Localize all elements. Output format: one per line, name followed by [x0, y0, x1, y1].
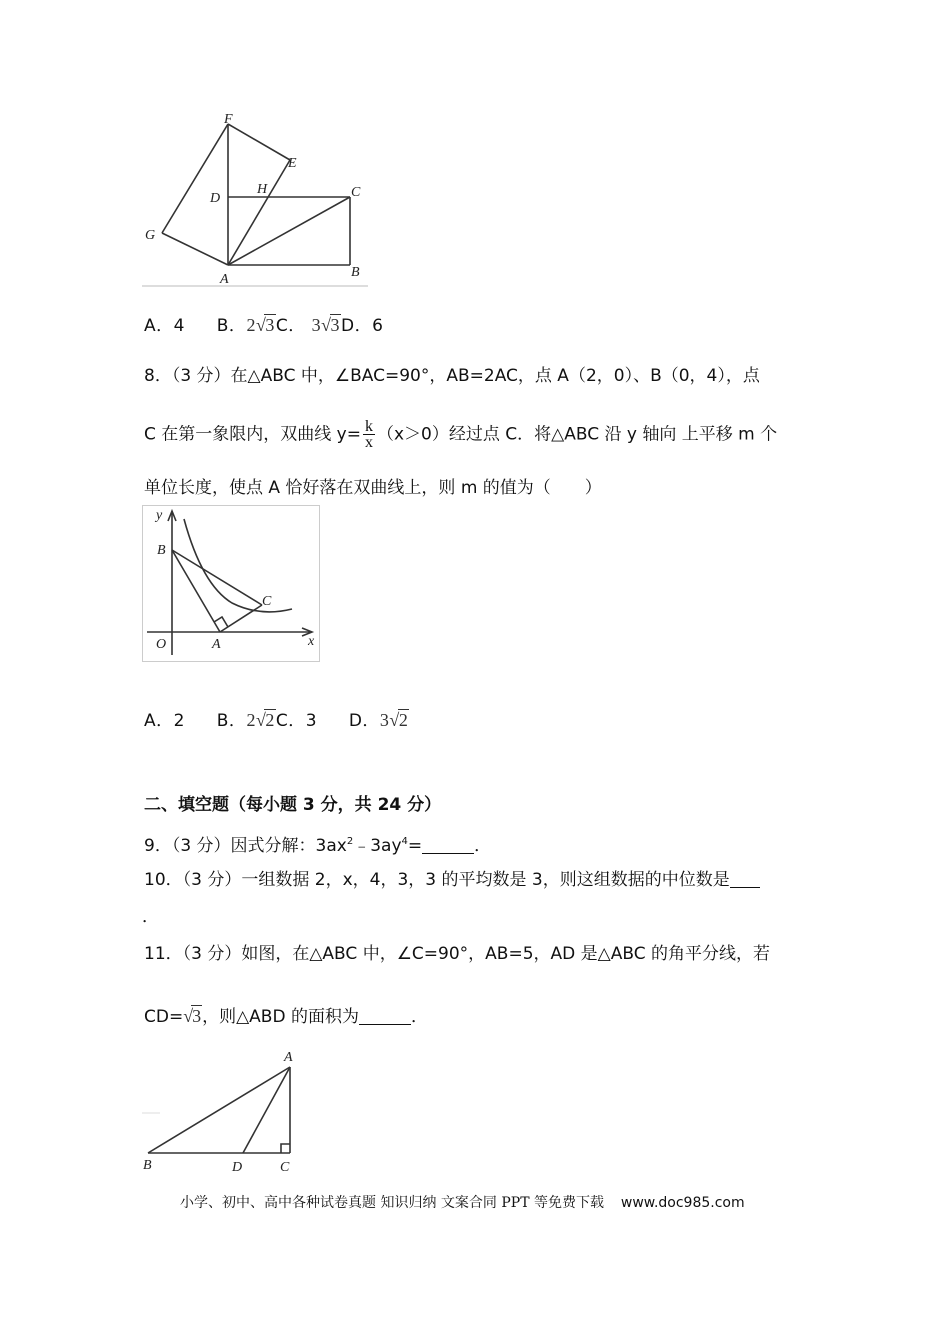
q8-option-d-letter: D．	[348, 711, 380, 731]
q11-root: √3	[183, 1006, 202, 1026]
fig8-label-o: O	[156, 637, 167, 652]
q11-line-2: CD=√3，则△ABD 的面积为 ．	[144, 1006, 428, 1027]
q7-option-b-letter: B．	[216, 316, 247, 336]
fig8-label-y: y	[156, 508, 163, 523]
q10-end: ．	[142, 907, 159, 927]
figure-q8-hyperbola	[142, 505, 322, 665]
fig7-label-f: F	[224, 112, 233, 127]
q8-option-a: A．2	[144, 711, 185, 731]
q11-line-1: 11．（3 分）如图，在△ABC 中，∠C=90°，AB=5，AD 是△ABC 的角平分线，若	[144, 944, 770, 964]
fig8-label-x: x	[308, 634, 315, 649]
footer	[180, 1192, 745, 1212]
fig7-label-c: C	[351, 185, 361, 200]
q7-option-b-root: 2√3	[246, 315, 275, 335]
q9-text: 9．（3 分）因式分解：$3ax^2﹣3ay^4=$ ．	[144, 836, 492, 856]
fig11-label-d: D	[232, 1160, 243, 1175]
q9-answer-blank	[422, 837, 474, 854]
q8-option-d-root: 3√2	[379, 710, 409, 730]
q8-options	[144, 708, 409, 733]
q10-text: 10．（3 分）一组数据 2，x，4，3，3 的平均数是 3，则这组数据的中位数是	[144, 868, 760, 892]
fig7-label-a: A	[220, 272, 229, 287]
q8-option-b-root: 2√2	[246, 710, 275, 730]
q8-line-1: 8．（3 分）在△ABC 中，∠BAC=90°，AB=2AC，点 A（2，0）、B（0，4），点	[144, 366, 760, 386]
q7-option-c-letter: C．	[275, 316, 306, 336]
fig8-label-a: A	[212, 637, 221, 652]
fig7-label-g: G	[145, 228, 156, 243]
q7-options	[144, 313, 383, 338]
figure-q7-square-rectangle	[140, 110, 370, 290]
fig8-label-b: B	[157, 543, 166, 558]
footer-url[interactable]: www.doc985.com	[620, 1195, 745, 1211]
q7-option-a: A．4	[144, 316, 185, 336]
q7-option-c-root: 3√3	[311, 315, 340, 335]
q8-line-2: C 在第一象限内，双曲线 y= $\frac{k}{x}$ （x＞0）经过点 C．将△ABC 沿 y 轴向 上平移 m 个	[144, 418, 778, 451]
q8-option-b-letter: B．	[216, 711, 247, 731]
fig11-label-c: C	[280, 1160, 290, 1175]
fig11-label-a: A	[284, 1050, 293, 1065]
q7-option-d: D．6	[341, 316, 384, 336]
fig7-label-e: E	[288, 156, 297, 171]
q8-fraction-k-over-x: $\frac{k}{x}$	[364, 418, 373, 451]
q11-answer-blank	[359, 1008, 411, 1025]
figure-q11-triangle	[140, 1045, 310, 1175]
section-2-title: 二、填空题（每小题 3 分，共 24 分）	[144, 795, 442, 815]
q8-line-3: 单位长度，使点 A 恰好落在双曲线上，则 m 的值为（ ）	[144, 478, 602, 498]
q10-answer-blank	[730, 871, 760, 888]
fig7-label-d: D	[210, 191, 221, 206]
fig8-label-c: C	[262, 594, 272, 609]
footer-text: 小学、初中、高中各种试卷真题 知识归纳 文案合同 PPT 等免费下载	[180, 1195, 604, 1211]
fig7-label-b: B	[351, 265, 360, 280]
q8-option-c: C．3	[275, 711, 318, 731]
fig7-label-h: H	[257, 182, 268, 197]
fig11-label-b: B	[143, 1158, 152, 1173]
